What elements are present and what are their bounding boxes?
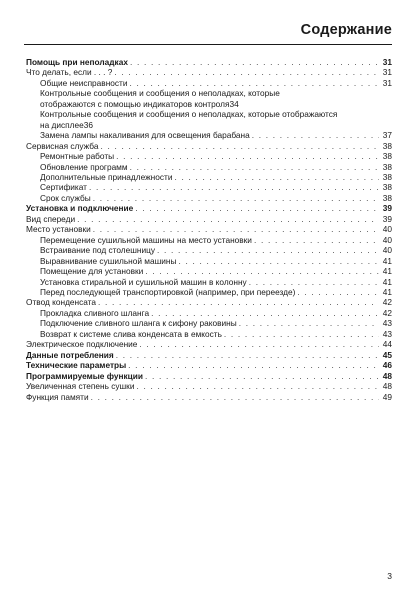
toc-entry-title: Подключение сливного шланга к сифону раковины xyxy=(40,318,237,329)
toc-entry-title: Прокладка сливного шланга xyxy=(40,307,150,318)
toc-entry[interactable] xyxy=(26,162,392,172)
toc-entry[interactable] xyxy=(26,130,392,140)
toc-entry-title: Программируемые функции xyxy=(26,370,143,381)
toc-leader xyxy=(297,287,379,297)
toc-leader xyxy=(157,245,379,255)
toc-leader xyxy=(145,266,379,276)
toc-entry-page: 48 xyxy=(382,370,392,381)
toc-entry-title: Общие неисправности xyxy=(40,77,128,88)
toc-entry[interactable] xyxy=(26,350,392,360)
toc-entry-page: 40 xyxy=(382,234,392,245)
toc-entry-title: Отвод конденсата xyxy=(26,297,97,308)
toc-entry[interactable] xyxy=(26,277,392,287)
toc-entry-title: Дополнительные принадлежности xyxy=(40,171,173,182)
toc-entry[interactable] xyxy=(26,151,392,161)
toc-entry-title: Увеличенная степень сушки xyxy=(26,381,135,392)
toc-entry[interactable] xyxy=(26,67,392,77)
toc-entry-title: Перед последующей транспортировкой (например, при переезде) xyxy=(40,286,296,297)
toc-entry-page: 39 xyxy=(382,203,392,214)
toc-entry[interactable] xyxy=(26,339,392,349)
toc-entry-title: Помещение для установки xyxy=(40,266,144,277)
toc-leader xyxy=(178,256,379,266)
toc-leader xyxy=(254,235,379,245)
toc-entry[interactable] xyxy=(26,329,392,339)
toc-leader xyxy=(249,277,379,287)
toc-leader xyxy=(114,67,379,77)
toc-leader xyxy=(130,162,379,172)
toc-leader xyxy=(139,339,379,349)
toc-entry-title: Что делать, если . . . ? xyxy=(26,67,113,78)
toc-entry-title: Помощь при неполадках xyxy=(26,57,128,67)
toc-entry-page: 42 xyxy=(382,307,392,318)
toc-entry-page: 31 xyxy=(382,57,392,67)
toc-entry-title: Выравнивание сушильной машины xyxy=(40,255,177,266)
toc-entry-page: 34 xyxy=(229,98,239,109)
toc-entry-title: Ремонтные работы xyxy=(40,151,115,162)
toc-entry[interactable] xyxy=(26,318,392,328)
toc-entry-page: 31 xyxy=(382,67,392,78)
toc-entry-page: 49 xyxy=(382,391,392,402)
toc-entry-page: 38 xyxy=(382,182,392,193)
toc-leader xyxy=(98,297,379,307)
toc-leader xyxy=(89,182,379,192)
toc-leader xyxy=(174,172,379,182)
toc-entry-page: 36 xyxy=(83,119,93,130)
toc-entry-page: 46 xyxy=(382,360,392,371)
toc-entry-page: 44 xyxy=(382,339,392,350)
page-title: Содержание xyxy=(300,22,392,38)
toc-entry-page: 31 xyxy=(382,77,392,88)
toc-entry[interactable] xyxy=(26,141,392,151)
toc-entry-title: Технические параметры xyxy=(26,360,127,371)
toc-entry[interactable] xyxy=(26,172,392,182)
toc-entry-title-line2: отображаются с помощью индикаторов контроля xyxy=(40,98,230,109)
header-rule xyxy=(24,44,392,45)
toc-leader xyxy=(224,329,379,339)
toc-entry[interactable] xyxy=(26,297,392,307)
toc-entry[interactable] xyxy=(26,109,392,130)
toc-entry[interactable] xyxy=(26,235,392,245)
page-number: 3 xyxy=(387,571,392,581)
toc-leader xyxy=(151,308,379,318)
toc-leader xyxy=(128,360,379,370)
toc-entry[interactable] xyxy=(26,88,392,109)
toc-leader xyxy=(93,193,379,203)
toc-leader xyxy=(239,318,379,328)
toc-entry-page: 45 xyxy=(382,349,392,360)
toc-leader xyxy=(145,371,379,381)
toc-entry-title: Встраивание под столешницу xyxy=(40,245,155,256)
toc-entry-title: Обновление программ xyxy=(40,161,128,172)
toc-entry-page: 41 xyxy=(382,266,392,277)
toc-entry-title: Срок службы xyxy=(40,192,91,203)
toc-entry-page: 37 xyxy=(382,130,392,141)
toc-entry-page: 39 xyxy=(382,213,392,224)
toc-entry[interactable] xyxy=(26,256,392,266)
toc-entry[interactable] xyxy=(26,392,392,402)
toc-entry-title: Перемещение сушильной машины на место установки xyxy=(40,234,252,245)
toc-entry-title: Место установки xyxy=(26,224,91,235)
toc-entry-page: 38 xyxy=(382,192,392,203)
toc-entry-title: Установка стиральной и сушильной машин в колонну xyxy=(40,276,247,287)
toc-leader xyxy=(130,57,379,67)
toc-entry-title: Сертификат xyxy=(40,182,87,193)
toc-entry-title-line1: Контрольные сообщения и сообщения о неполадках, которые отображаются xyxy=(40,109,338,120)
toc-entry-page: 38 xyxy=(382,171,392,182)
toc-entry[interactable] xyxy=(26,224,392,234)
toc-entry-title-line1: Контрольные сообщения и сообщения о неполадках, которые xyxy=(40,88,280,99)
toc-entry[interactable] xyxy=(26,266,392,276)
toc-entry-page: 48 xyxy=(382,381,392,392)
toc-leader xyxy=(135,203,379,213)
toc-entry[interactable] xyxy=(26,78,392,88)
toc-entry[interactable] xyxy=(26,287,392,297)
toc-entry[interactable] xyxy=(26,182,392,192)
toc-entry-page: 38 xyxy=(382,140,392,151)
toc-entry[interactable] xyxy=(26,308,392,318)
toc-entry-page: 43 xyxy=(382,318,392,329)
toc-leader xyxy=(91,392,379,402)
toc-leader xyxy=(100,141,379,151)
toc-entry-page: 41 xyxy=(382,276,392,287)
toc-leader xyxy=(93,224,379,234)
toc-entry-page: 41 xyxy=(382,286,392,297)
toc-leader xyxy=(252,130,379,140)
toc-entry[interactable] xyxy=(26,193,392,203)
toc-entry-page: 40 xyxy=(382,245,392,256)
toc-leader xyxy=(116,151,379,161)
toc-leader xyxy=(77,214,379,224)
toc-entry[interactable] xyxy=(26,381,392,391)
toc-entry-page: 42 xyxy=(382,297,392,308)
toc-entry-title: Сервисная служба xyxy=(26,140,99,151)
toc-entry-page: 41 xyxy=(382,255,392,266)
toc-entry[interactable] xyxy=(26,245,392,255)
toc-entry-title: Данные потребления xyxy=(26,349,114,360)
toc-entry-title: Функция памяти xyxy=(26,391,89,402)
toc-entry-title: Возврат к системе слива конденсата в емкость xyxy=(40,328,222,339)
toc-entry-page: 38 xyxy=(382,151,392,162)
toc-entry-title-line2: на дисплее xyxy=(40,119,84,130)
toc-entry-title: Электрическое подключение xyxy=(26,339,138,350)
toc-entry[interactable] xyxy=(26,57,392,67)
toc-entry-page: 40 xyxy=(382,224,392,235)
toc-entry-page: 43 xyxy=(382,328,392,339)
toc-leader xyxy=(129,78,379,88)
toc-entry[interactable] xyxy=(26,371,392,381)
toc-entry-title: Установка и подключение xyxy=(26,203,134,214)
toc-entry[interactable] xyxy=(26,360,392,370)
toc-entry[interactable] xyxy=(26,214,392,224)
toc-leader xyxy=(136,381,379,391)
toc-entry-page: 38 xyxy=(382,161,392,172)
table-of-contents xyxy=(26,57,392,402)
toc-leader xyxy=(116,350,379,360)
toc-entry-title: Вид спереди xyxy=(26,213,76,224)
toc-entry[interactable] xyxy=(26,203,392,213)
toc-entry-title: Замена лампы накаливания для освещения барабана xyxy=(40,130,250,141)
